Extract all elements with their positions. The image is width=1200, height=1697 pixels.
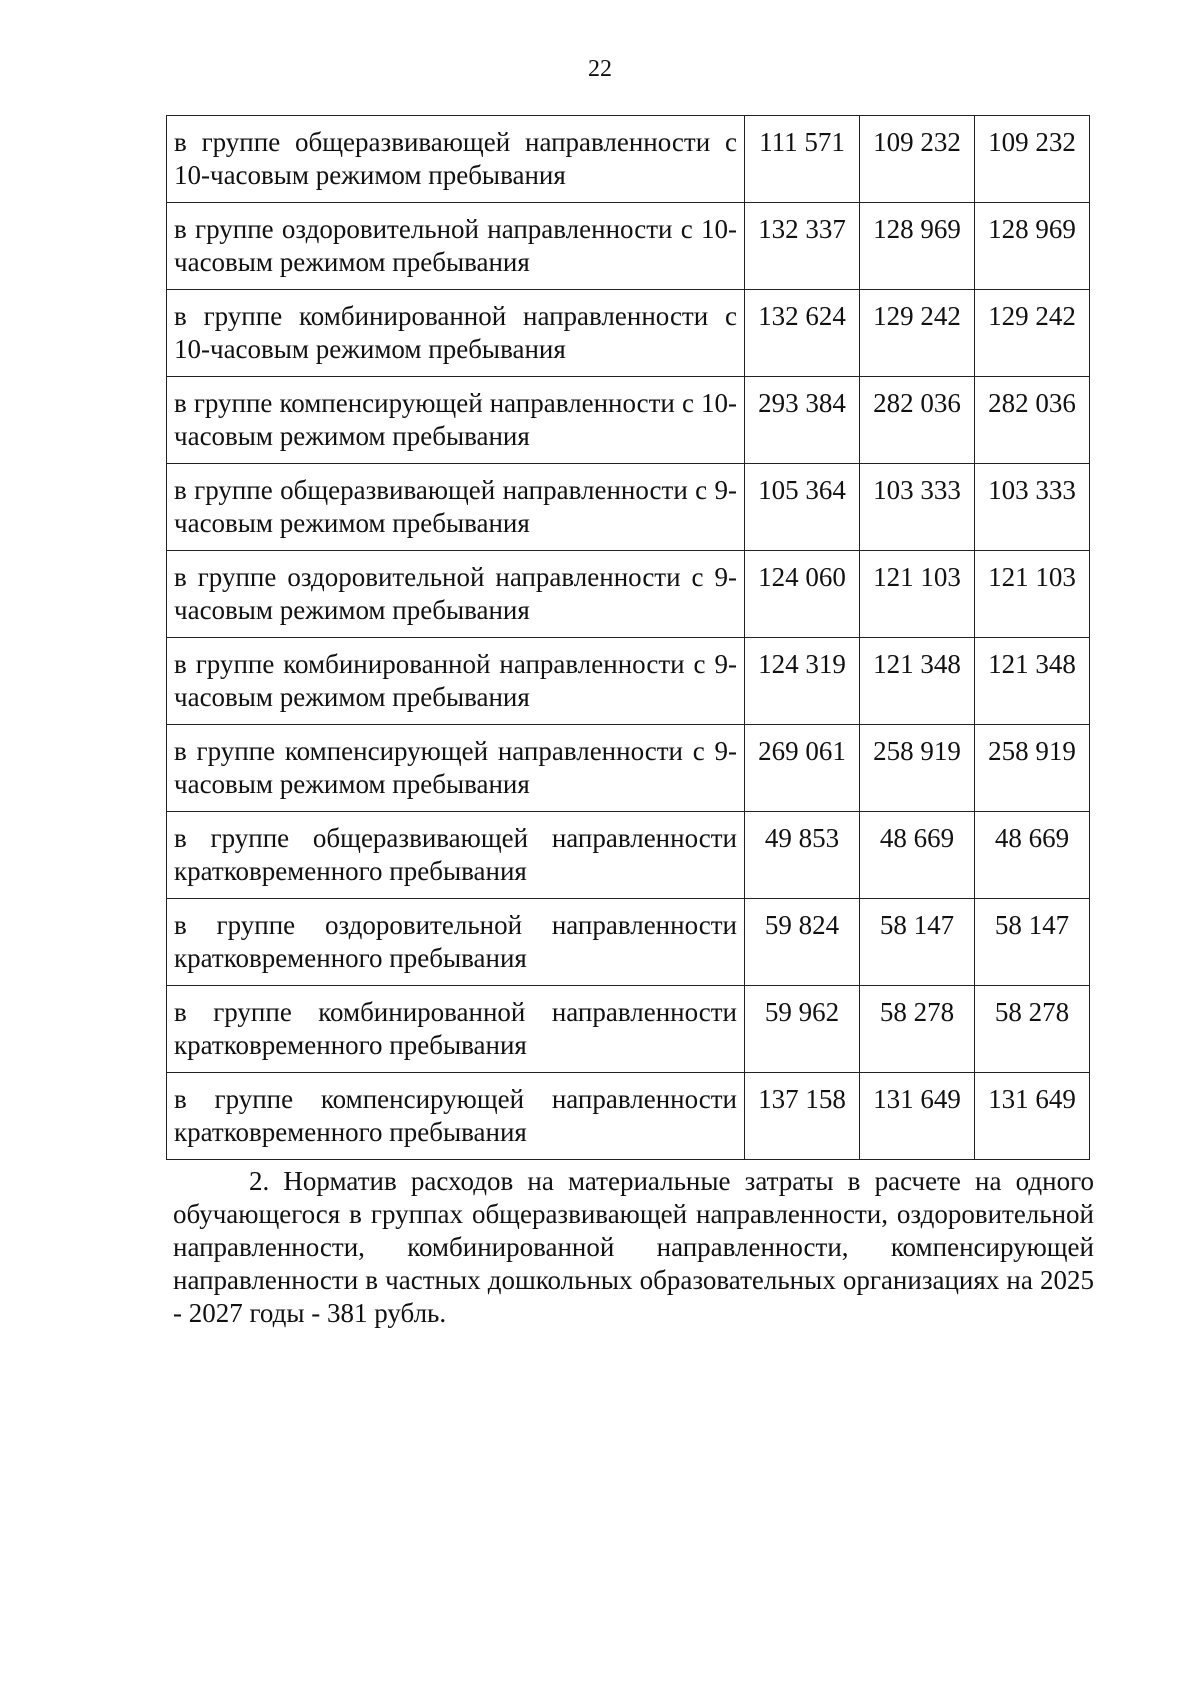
value-2025: 137 158: [745, 1073, 860, 1160]
material-costs-paragraph: 2. Норматив расходов на материальные затраты в расчете на одного обучающегося в группах общеразвивающей направленности, оздоровительной направленности, комбинированной направленности, компенсирующей направленности в частных дошкольных образовательных организациях на 2025 - 2027 годы - 381 рубль.: [173, 1166, 1094, 1328]
value-2025: 269 061: [745, 725, 860, 812]
value-2025: 293 384: [745, 377, 860, 464]
value-2026: 128 969: [860, 203, 975, 290]
table-row: [167, 464, 1090, 551]
value-2025: 111 571: [745, 116, 860, 203]
group-label: в группе оздоровительной направленности с 9-часовым режимом пребывания: [167, 551, 745, 638]
value-2025: 49 853: [745, 812, 860, 899]
table-row: [167, 725, 1090, 812]
value-2027: 282 036: [975, 377, 1090, 464]
value-2027: 58 147: [975, 899, 1090, 986]
page-number: 22: [588, 56, 612, 82]
value-2027: 128 969: [975, 203, 1090, 290]
value-2027: 58 278: [975, 986, 1090, 1073]
table-row: [167, 116, 1090, 203]
table-row: [167, 1073, 1090, 1160]
cost-norm-table: [166, 115, 1090, 1160]
group-label: в группе комбинированной направленности кратковременного пребывания: [167, 986, 745, 1073]
group-label: в группе компенсирующей направленности кратковременного пребывания: [167, 1073, 745, 1160]
value-2026: 58 278: [860, 986, 975, 1073]
value-2026: 121 348: [860, 638, 975, 725]
table-row: [167, 290, 1090, 377]
value-2027: 109 232: [975, 116, 1090, 203]
value-2026: 258 919: [860, 725, 975, 812]
value-2026: 129 242: [860, 290, 975, 377]
value-2025: 59 824: [745, 899, 860, 986]
group-label: в группе компенсирующей направленности с 9-часовым режимом пребывания: [167, 725, 745, 812]
group-label: в группе комбинированной направленности с 10-часовым режимом пребывания: [167, 290, 745, 377]
value-2025: 105 364: [745, 464, 860, 551]
value-2027: 103 333: [975, 464, 1090, 551]
group-label: в группе общеразвивающей направленности с 10-часовым режимом пребывания: [167, 116, 745, 203]
value-2026: 282 036: [860, 377, 975, 464]
value-2027: 129 242: [975, 290, 1090, 377]
group-label: в группе комбинированной направленности с 9-часовым режимом пребывания: [167, 638, 745, 725]
value-2027: 121 103: [975, 551, 1090, 638]
value-2026: 121 103: [860, 551, 975, 638]
value-2025: 59 962: [745, 986, 860, 1073]
value-2025: 132 624: [745, 290, 860, 377]
table-row: [167, 203, 1090, 290]
value-2026: 48 669: [860, 812, 975, 899]
table-row: [167, 551, 1090, 638]
table-row: [167, 986, 1090, 1073]
value-2026: 109 232: [860, 116, 975, 203]
table-row: [167, 377, 1090, 464]
value-2026: 131 649: [860, 1073, 975, 1160]
value-2025: 132 337: [745, 203, 860, 290]
group-label: в группе оздоровительной направленности кратковременного пребывания: [167, 899, 745, 986]
table-row: [167, 899, 1090, 986]
table-row: [167, 812, 1090, 899]
value-2026: 58 147: [860, 899, 975, 986]
group-label: в группе оздоровительной направленности с 10-часовым режимом пребывания: [167, 203, 745, 290]
group-label: в группе компенсирующей направленности с 10-часовым режимом пребывания: [167, 377, 745, 464]
table-row: [167, 638, 1090, 725]
value-2027: 48 669: [975, 812, 1090, 899]
group-label: в группе общеразвивающей направленности с 9-часовым режимом пребывания: [167, 464, 745, 551]
group-label: в группе общеразвивающей направленности кратковременного пребывания: [167, 812, 745, 899]
value-2025: 124 060: [745, 551, 860, 638]
value-2027: 131 649: [975, 1073, 1090, 1160]
value-2027: 121 348: [975, 638, 1090, 725]
value-2025: 124 319: [745, 638, 860, 725]
value-2027: 258 919: [975, 725, 1090, 812]
value-2026: 103 333: [860, 464, 975, 551]
